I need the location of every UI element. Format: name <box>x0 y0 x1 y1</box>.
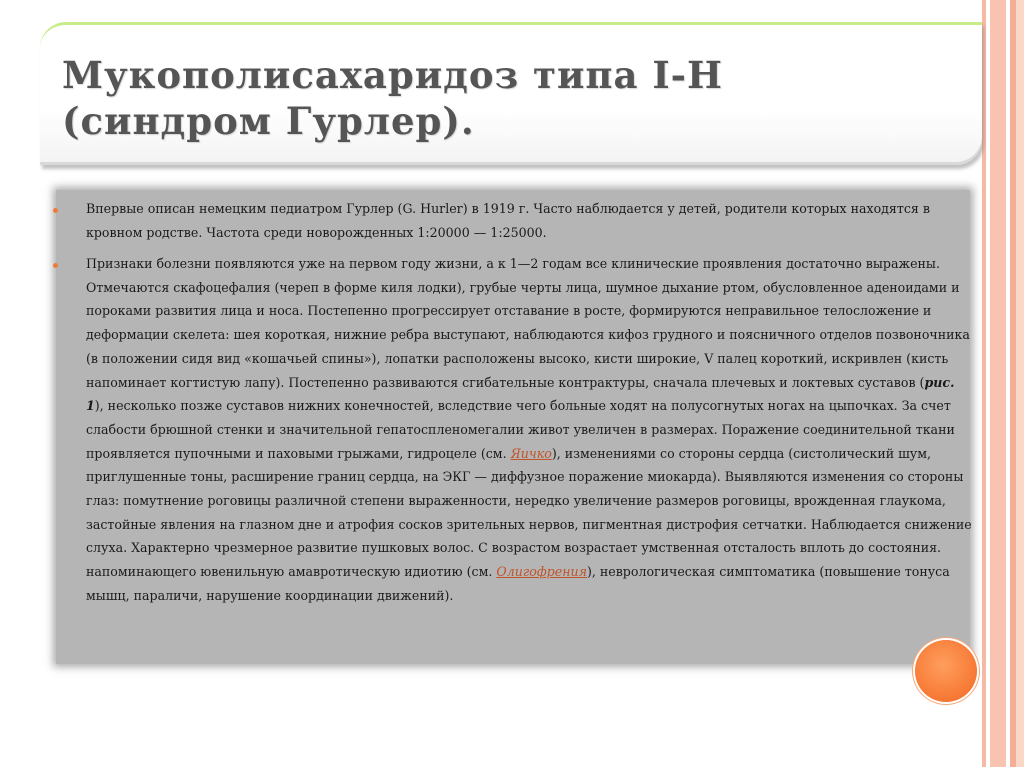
paragraph-symptoms-part-1: Признаки болезни появляются уже на первом году жизни, а к 1—2 годам все клинические проявления достаточно выражены. Отмечаются скафоцефалия (череп в форме киля лодки), грубые черты лица, шумное дыхание ртом, обусловленное аденоидами и пороками развития лица и носа. Постепенно прогрессирует отставание в росте, формируются неправильное телосложение и деформации скелета: шея короткая, нижние ребра выступают, наблюдаются кифоз грудного и поясничного отделов позвоночника (в положении сидя вид «кошачьей спины»), лопатки расположены высоко, кисти широкие, V палец короткий, искривлен (кисть напоминает когтистую лапу). Постепенно развиваются сгибательные контрактуры, сначала плечевых и локтевых суставов ( <box>86 256 970 390</box>
paragraph-symptoms-part-3: ), изменениями со стороны сердца (систолический шум, приглушенные тоны, расширение границ сердца, на ЭКГ — диффузное поражение миокарда). Выявляются изменения со стороны глаз: помутнение роговицы различной степени выраженности, нередко увеличение размеров роговицы, врожденная глаукома, застойные явления на глазном дне и атрофия сосков зрительных нервов, пигментная дистрофия сетчатки. Наблюдается снижение слуха. Характерно чрезмерное развитие пушковых волос. С возрастом возрастает умственная отсталость вплоть до состояния. напоминающего ювенильную амавротическую идиотию (см. <box>86 445 972 580</box>
title-line-1: Мукополисахаридоз типа I-H <box>62 53 723 97</box>
paragraph-intro-text: Впервые описан немецким педиатром Гурлер (G. Hurler) в 1919 г. Часто наблюдается у детей, родители которых находятся в кровном родстве. Частота среди новорожденных 1:20000 — 1:25000. <box>86 201 930 240</box>
link-oligophrenia[interactable]: Олигофрения <box>496 564 587 580</box>
bullet-icon <box>53 263 58 268</box>
paragraph-symptoms <box>86 252 972 608</box>
slide-title <box>62 52 942 144</box>
bullet-icon <box>53 208 58 213</box>
paragraph-intro <box>86 197 972 244</box>
paragraph-symptoms-part-4: ), неврологическая симптоматика (повышение тонуса мышц, параличи, нарушение координации движений). <box>86 564 950 603</box>
title-line-2: (синдром Гурлер). <box>62 99 475 143</box>
decorative-stripes <box>980 0 1024 767</box>
decorative-circle <box>915 640 977 702</box>
link-testicle[interactable]: Яичко <box>510 445 552 461</box>
figure-reference: рис. 1 <box>86 374 955 414</box>
paragraph-symptoms-part-2: ), несколько позже суставов нижних конечностей, вследствие чего больные ходят на полусогнутых ногах на цыпочках. За счет слабости брюшной стенки и значительной гепатоспленомегалии живот увеличен в размерах. Поражение соединительной ткани проявляется пупочными и паховыми грыжами, гидроцеле (см. <box>86 398 955 461</box>
